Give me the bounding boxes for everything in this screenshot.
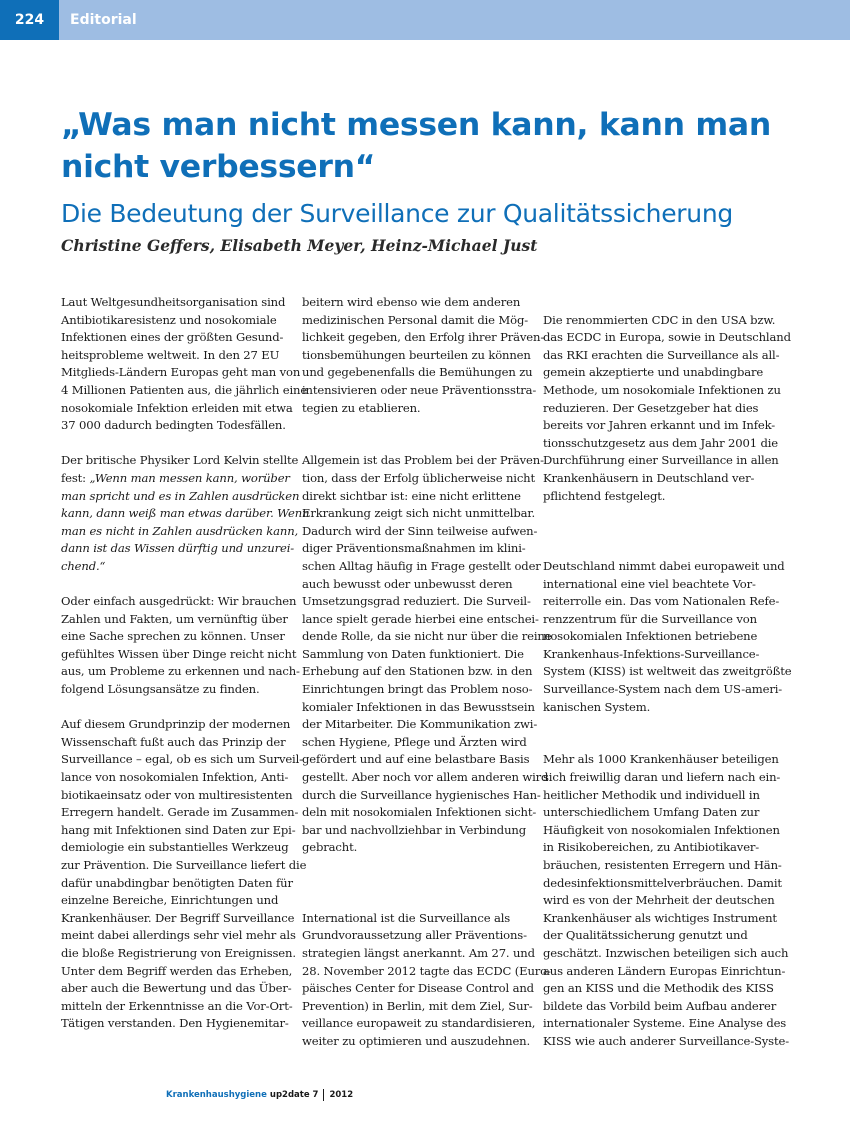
text-line: gefühltes Wissen über Dinge reicht nicht: [61, 646, 297, 661]
paragraph-gap: [543, 294, 783, 312]
text-line: geschätzt. Inzwischen beteiligen sich auch: [543, 945, 789, 960]
text-line: International ist die Surveillance als: [302, 910, 511, 925]
text-line: lance spielt gerade hierbei eine entschei-: [302, 611, 539, 626]
text-line: hang mit Infektionen sind Daten zur Epi-: [61, 822, 296, 837]
text-line: gebracht.: [302, 840, 358, 855]
text-line: medizinischen Personal damit die Mög-: [302, 312, 528, 327]
text-line: man es nicht in Zahlen ausdrücken kann,: [61, 523, 299, 538]
text-line: bar und nachvollziehbar in Verbindung: [302, 822, 526, 837]
text-line: bräuchen, resistenten Erregern und Hän-: [543, 858, 782, 872]
text-line: Die renommierten CDC in den USA bzw.: [543, 312, 776, 327]
text-line: gefördert und auf eine belastbare Basis: [302, 752, 530, 767]
footer-journal: Krankenhaushygiene: [166, 1090, 267, 1100]
paragraph-gap: [61, 699, 289, 717]
text-column-2: [302, 294, 552, 1051]
text-line: veillance europaweit zu standardisieren,: [302, 1016, 536, 1031]
text-line: heitlicher Methodik und individuell in: [543, 787, 760, 802]
text-line: sich freiwillig daran und liefern nach ein-: [543, 770, 781, 785]
text-line: bildete das Vorbild beim Aufbau anderer: [543, 998, 777, 1013]
text-line: lance von nosokomialen Infektion, Anti-: [61, 770, 289, 785]
paragraph-gap: [61, 435, 289, 453]
title-line-1: „Was man nicht messen kann, kann man: [61, 107, 771, 143]
text-line: Einrichtungen bringt das Problem noso-: [302, 682, 533, 697]
footer: [166, 1089, 353, 1101]
text-line: gemein akzeptierte und unabdingbare: [543, 365, 764, 380]
text-line: tion, dass der Erfolg üblicherweise nicht: [302, 470, 536, 485]
footer-issue: up2date 7: [269, 1090, 319, 1100]
text-line: 28. November 2012 tagte das ECDC (Euro-: [302, 963, 551, 978]
text-line: weiter zu optimieren und auszudehnen.: [302, 1033, 531, 1048]
text-line: der Mitarbeiter. Die Kommunikation zwi-: [302, 717, 538, 732]
text-line: deln mit nosokomialen Infektionen sicht-: [302, 805, 537, 820]
text-line: die bloße Registrierung von Ereignissen.: [61, 945, 296, 960]
text-line: Surveillance-System nach dem US-ameri-: [543, 682, 783, 697]
text-line: zur Prävention. Die Surveillance liefert die: [61, 858, 307, 872]
text-line: gen an KISS und die Methodik des KISS: [543, 981, 774, 996]
text-line: folgend Lösungsansätze zu finden.: [61, 682, 260, 697]
text-line: biotikaeinsatz oder von multiresistenten: [61, 787, 293, 802]
paragraph-gap: [543, 716, 783, 734]
article-subtitle: Die Bedeutung der Surveillance zur Qualitätssicherung: [61, 199, 733, 228]
text-line: diger Präventionsmaßnahmen im klini-: [302, 541, 526, 556]
text-line: Unter dem Begriff werden das Erheben,: [61, 963, 293, 978]
text-line: nosokomiale Infektion erleiden mit etwa: [61, 400, 293, 415]
text-line: der Qualitätssicherung genutzt und: [543, 928, 748, 943]
text-column-3: [543, 294, 792, 1051]
text-line: Allgemein ist das Problem bei der Präven-: [302, 453, 544, 468]
text-line: kanischen System.: [543, 699, 651, 714]
text-line: in Risikobereichen, zu Antibiotikaver-: [543, 840, 760, 855]
text-line: gestellt. Aber noch vor allem anderen wird: [302, 770, 549, 785]
paragraph-gap: [61, 576, 289, 594]
text-line: Methode, um nosokomiale Infektionen zu: [543, 382, 781, 397]
text-line: wird es von der Mehrheit der deutschen: [543, 893, 775, 908]
text-line: päisches Center for Disease Control and: [302, 981, 534, 996]
text-line: unterschiedlichem Umfang Daten zur: [543, 805, 760, 820]
text-line: aus anderen Ländern Europas Einrichtun-: [543, 963, 786, 978]
text-line: schen Hygiene, Pflege und Ärzten wird: [302, 734, 527, 749]
article-authors: Christine Geffers, Elisabeth Meyer, Heinz-Michael Just: [61, 236, 538, 255]
text-line: strategien längst anerkannt. Am 27. und: [302, 945, 535, 960]
paragraph-gap: [543, 540, 783, 558]
text-line: Grundvoraussetzung aller Präventions-: [302, 928, 527, 943]
footer-year: 2012: [329, 1090, 354, 1100]
text-line: tionsschutzgesetz aus dem Jahr 2001 die: [543, 435, 779, 450]
text-line: meint dabei allerdings sehr viel mehr als: [61, 928, 296, 943]
text-line: Mitglieds-Ländern Europas geht man von: [61, 365, 301, 380]
text-line: pflichtend festgelegt.: [543, 488, 666, 503]
text-line: Wissenschaft fußt auch das Prinzip der: [61, 734, 286, 749]
text-line: Deutschland nimmt dabei europaweit und: [543, 558, 785, 573]
paragraph-gap: [302, 892, 534, 910]
text-line: internationaler Systeme. Eine Analyse des: [543, 1016, 787, 1031]
text-line: auch bewusst oder unbewusst deren: [302, 576, 513, 591]
text-line: heitsprobleme weltweit. In den 27 EU: [61, 347, 280, 362]
text-line: tegien zu etablieren.: [302, 400, 421, 415]
text-line: eine Sache sprechen zu können. Unser: [61, 629, 285, 644]
text-line: kann, dann weiß man etwas darüber. Wenn: [61, 506, 310, 521]
paragraph-gap: [302, 875, 534, 893]
text-line: tionsbemühungen beurteilen zu können: [302, 347, 531, 362]
text-line: Oder einfach ausgedrückt: Wir brauchen: [61, 594, 297, 609]
article-title: [61, 104, 781, 188]
text-line: chend.“: [61, 558, 106, 573]
text-line: international eine viel beachtete Vor-: [543, 576, 756, 591]
title-line-2: nicht verbessern“: [61, 149, 376, 185]
text-line: das ECDC in Europa, sowie in Deutschland: [543, 330, 791, 345]
text-line: dafür unabdingbar benötigten Daten für: [61, 875, 293, 890]
text-line: Erhebung auf den Stationen bzw. in den: [302, 664, 533, 679]
text-line: Erkrankung zeigt sich nicht unmittelbar.: [302, 506, 536, 521]
text-line: und gegebenenfalls die Bemühungen zu: [302, 365, 533, 380]
text-line: Infektionen eines der größten Gesund-: [61, 330, 284, 345]
text-line: bereits vor Jahren erkannt und im Infek-: [543, 418, 776, 433]
text-line: Surveillance – egal, ob es sich um Surveil-: [61, 752, 303, 767]
text-line: mitteln der Erkenntnisse an die Vor-Ort-: [61, 998, 293, 1013]
text-line: Prevention) in Berlin, mit dem Ziel, Sur-: [302, 998, 533, 1013]
text-line: lichkeit gegeben, den Erfolg ihrer Präven-: [302, 330, 545, 345]
text-line: Erregern handelt. Gerade im Zusammen-: [61, 805, 299, 820]
paragraph-gap: [302, 435, 534, 453]
text-line: 4 Millionen Patienten aus, die jährlich eine: [61, 382, 308, 397]
text-line: Krankenhäuser als wichtiges Instrument: [543, 910, 777, 925]
text-line: Tätigen verstanden. Den Hygienemitar-: [61, 1016, 289, 1031]
text-line: durch die Surveillance hygienisches Han-: [302, 787, 541, 802]
text-line: Umsetzungsgrad reduziert. Die Surveil-: [302, 594, 531, 609]
page-number: 224: [0, 0, 59, 40]
paragraph-gap: [302, 417, 534, 435]
paragraph-gap: [543, 523, 783, 541]
text-line: man spricht und es in Zahlen ausdrücken: [61, 488, 300, 503]
text-line: 37 000 dadurch bedingten Todesfällen.: [61, 418, 286, 433]
paragraph-gap: [543, 505, 783, 523]
footer-separator: [323, 1089, 324, 1101]
paragraph-gap: [302, 857, 534, 875]
text-line: System (KISS) ist weltweit das zweitgrößte: [543, 664, 792, 679]
text-line: demiologie ein substantielles Werkzeug: [61, 840, 289, 855]
text-line: das RKI erachten die Surveillance als all-: [543, 347, 780, 362]
text-line: dende Rolle, da sie nicht nur über die reine: [302, 629, 552, 644]
text-line: Krankenhäuser. Der Begriff Surveillance: [61, 910, 295, 925]
text-line: intensivieren oder neue Präventionsstra-: [302, 382, 537, 397]
text-line: dann ist das Wissen dürftig und unzurei-: [61, 541, 295, 556]
text-line: Laut Weltgesundheitsorganisation sind: [61, 295, 286, 309]
text-line: Der britische Physiker Lord Kelvin stellte: [61, 453, 299, 468]
text-line: Mehr als 1000 Krankenhäuser beteiligen: [543, 752, 779, 767]
text-line: aber auch die Bewertung und das Über-: [61, 981, 292, 996]
text-line: KISS wie auch anderer Surveillance-Syste-: [543, 1033, 789, 1048]
text-line: beitern wird ebenso wie dem anderen: [302, 295, 521, 309]
text-line: Sammlung von Daten funktioniert. Die: [302, 646, 524, 661]
text-line: Antibiotikaresistenz und nosokomiale: [61, 312, 277, 327]
text-line: schen Alltag häufig in Frage gestellt oder: [302, 558, 541, 573]
section-label: Editorial: [70, 12, 137, 28]
text-line: renzzentrum für die Surveillance von: [543, 611, 757, 626]
text-line: Häufigkeit von nosokomialen Infektionen: [543, 822, 780, 837]
text-line: aus, um Probleme zu erkennen und nach-: [61, 664, 300, 679]
text-line: dedesinfektionsmittelverbräuchen. Damit: [543, 875, 782, 890]
text-line: Durchführung einer Surveillance in allen: [543, 453, 779, 468]
text-line: Dadurch wird der Sinn teilweise aufwen-: [302, 523, 538, 538]
paragraph-gap: [543, 734, 783, 752]
text-line: Krankenhaus-Infektions-Surveillance-: [543, 646, 760, 661]
text-line: Auf diesem Grundprinzip der modernen: [61, 717, 291, 732]
text-line: einzelne Bereiche, Einrichtungen und: [61, 893, 279, 908]
text-line: reiterrolle ein. Das vom Nationalen Refe-: [543, 594, 780, 609]
text-column-1: [61, 294, 310, 1033]
text-line: reduzieren. Der Gesetzgeber hat dies: [543, 400, 759, 415]
text-line: Krankenhäusern in Deutschland ver-: [543, 470, 755, 485]
text-line: komialer Infektionen in das Bewusstsein: [302, 699, 535, 714]
text-line: direkt sichtbar ist: eine nicht erlittene: [302, 488, 521, 503]
text-line: Zahlen und Fakten, um vernünftig über: [61, 611, 288, 626]
text-line: nosokomialen Infektionen betriebene: [543, 629, 758, 644]
text-line: fest: „Wenn man messen kann, worüber: [61, 470, 290, 485]
